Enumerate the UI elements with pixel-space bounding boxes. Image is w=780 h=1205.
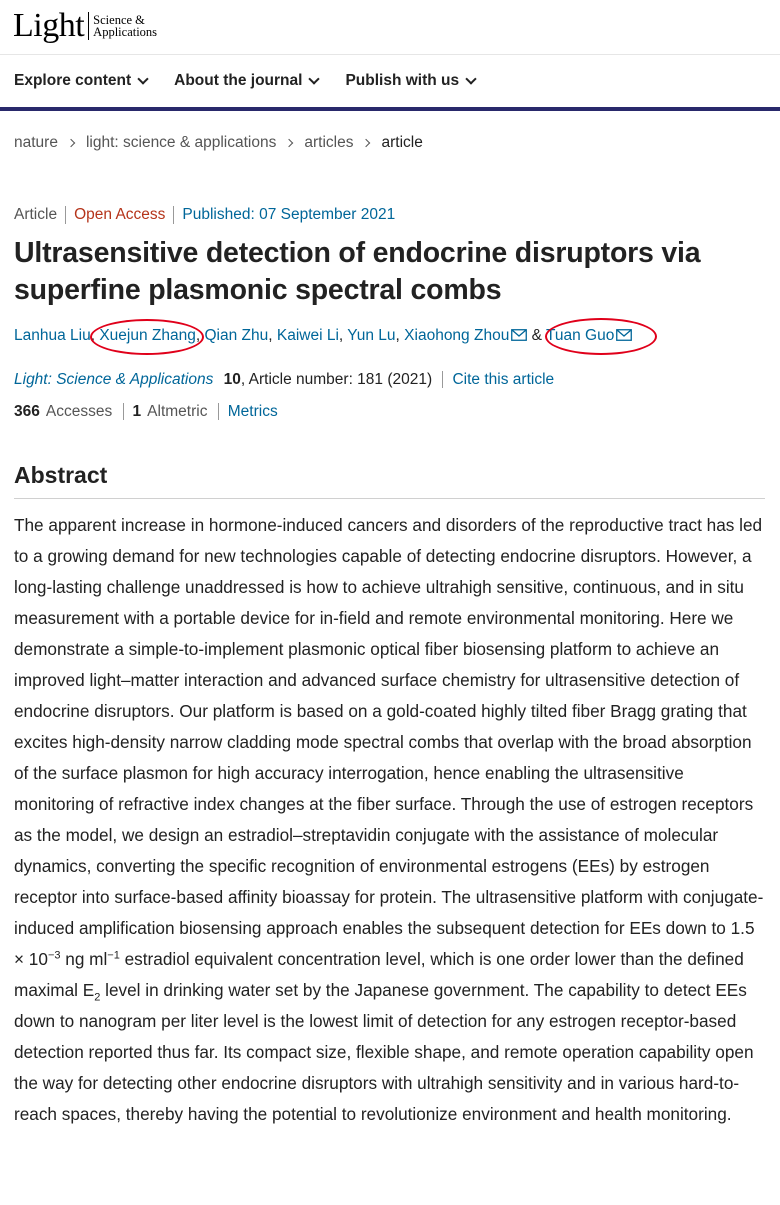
abstract-part: ng ml [60, 949, 108, 969]
altmetric-label: Altmetric [147, 403, 208, 420]
author-link[interactable]: Lanhua Liu [14, 327, 91, 344]
author-link[interactable]: Yun Lu [347, 327, 396, 344]
logo-subtitle-line2: Applications [93, 25, 158, 39]
logo-divider [88, 12, 89, 40]
breadcrumb [14, 134, 423, 152]
main-nav [0, 55, 780, 111]
highlight-circle [90, 319, 204, 355]
author-link[interactable]: Tuan Guo [546, 327, 615, 344]
abstract-heading: Abstract [14, 462, 108, 488]
journal-citation [14, 370, 554, 390]
logo-wordmark: Light [13, 7, 85, 44]
journal-name-link[interactable]: Light: Science & Applications [14, 371, 214, 388]
abstract-part: level in drinking water set by the Japanese government. The capability to detect EEs down to nanogram per liter level is the lowest limit of detection for any estrogen receptor-based detection reported thus far. Its compact size, flexible shape, and remote operation capability open the way for detecting other endocrine disruptors with ultrahigh sensitivity and in various hard-to-reach spaces, thereby having the potential to revolutionize environment and health monitoring. [14, 980, 754, 1124]
email-icon[interactable] [511, 329, 527, 341]
nav-about-the-journal-label: About the journal [174, 72, 303, 89]
journal-logo[interactable] [13, 6, 157, 46]
chevron-down-icon [137, 73, 148, 84]
cite-this-article-link[interactable]: Cite this article [442, 371, 554, 388]
abstract-superscript: −1 [107, 949, 120, 962]
abstract-part: The apparent increase in hormone-induced cancers and disorders of the reproductive tract has led to a growing demand for new technologies capable of detecting endocrine disruptors. However, a long-lasting challenge unaddressed is how to achieve ultrahigh sensitive, continuous, and in situ measurement with a portable device for in-field and remote environmental monitoring. Here we demonstrate a simple-to-implement plasmonic optical fiber biosensing platform to achieve an improved light–matter interaction and advanced surface chemistry for ultrasensitive detection of endocrine disruptors. Our platform is based on a gold-coated highly tilted fiber Bragg grating that excites high-density narrow cladding mode spectral combs that overlap with the broad absorption of the surface plasmon for high accuracy interrogation, hence enabling the ultrasensitive monitoring of refractive index changes at the fiber surface. Through the use of estrogen receptors as the model, we design an estradiol–streptavidin conjugate with the assistance of molecular dynamics, converting the specific recognition of environmental estrogens (EEs) by estrogen receptor into surface-based affinity bioassay for protein. The ultrasensitive platform with conjugate-induced amplification biosensing approach enables the subsequent detection for EEs down to 1.5 × 10 [14, 515, 764, 969]
nav-about-the-journal[interactable] [174, 72, 318, 90]
author-ampersand: & [531, 327, 542, 344]
breadcrumb-nature[interactable]: nature [14, 134, 58, 151]
open-access-badge: Open Access [65, 206, 173, 224]
abstract-superscript: −3 [47, 949, 61, 962]
nav-explore-content-label: Explore content [14, 72, 132, 89]
site-header [0, 0, 780, 55]
article-metrics [14, 402, 278, 422]
chevron-right-icon [362, 139, 370, 147]
accesses-label: Accesses [45, 403, 113, 420]
abstract-text [14, 510, 766, 1130]
altmetric-count: 1 [132, 403, 142, 420]
author-link[interactable]: Xiaohong Zhou [404, 327, 510, 344]
article-number: , Article number: 181 (2021) [240, 371, 433, 388]
chevron-right-icon [285, 139, 293, 147]
breadcrumb-journal[interactable]: light: science & applications [85, 134, 277, 151]
author-link[interactable]: Qian Zhu [204, 327, 269, 344]
breadcrumb-articles[interactable]: articles [304, 134, 354, 151]
author-list: Lanhua Liu, Xuejun Zhang, Qian Zhu, Kaiwei Li, Yun Lu, Xiaohong Zhou & Tuan Guo [14, 325, 774, 347]
accesses-count: 366 [14, 403, 40, 420]
author-link[interactable]: Kaiwei Li [276, 327, 339, 344]
logo-subtitle-line1: Science & [93, 13, 145, 27]
nav-publish-with-us-label: Publish with us [345, 72, 460, 89]
abstract-part: estradiol equivalent concentration level, which is one order lower than the defined maximal E [14, 949, 744, 1000]
metrics-link[interactable]: Metrics [218, 403, 278, 420]
article-type: Article [14, 206, 58, 223]
article-meta [14, 206, 403, 224]
chevron-down-icon [309, 73, 320, 84]
highlight-circle [545, 318, 657, 355]
author-link[interactable]: Xuejun Zhang [99, 327, 196, 344]
nav-publish-with-us[interactable] [345, 72, 475, 90]
chevron-down-icon [465, 73, 476, 84]
abstract-subscript: 2 [94, 991, 101, 1004]
chevron-right-icon [67, 139, 75, 147]
logo-subtitle [93, 14, 157, 38]
nav-explore-content[interactable] [14, 72, 147, 90]
volume-number: 10 [223, 371, 241, 388]
published-date: Published: 07 September 2021 [173, 206, 403, 224]
article-title: Ultrasensitive detection of endocrine disruptors via superfine plasmonic spectral combs [14, 237, 701, 306]
section-divider [14, 498, 765, 499]
breadcrumb-current: article [381, 134, 423, 151]
